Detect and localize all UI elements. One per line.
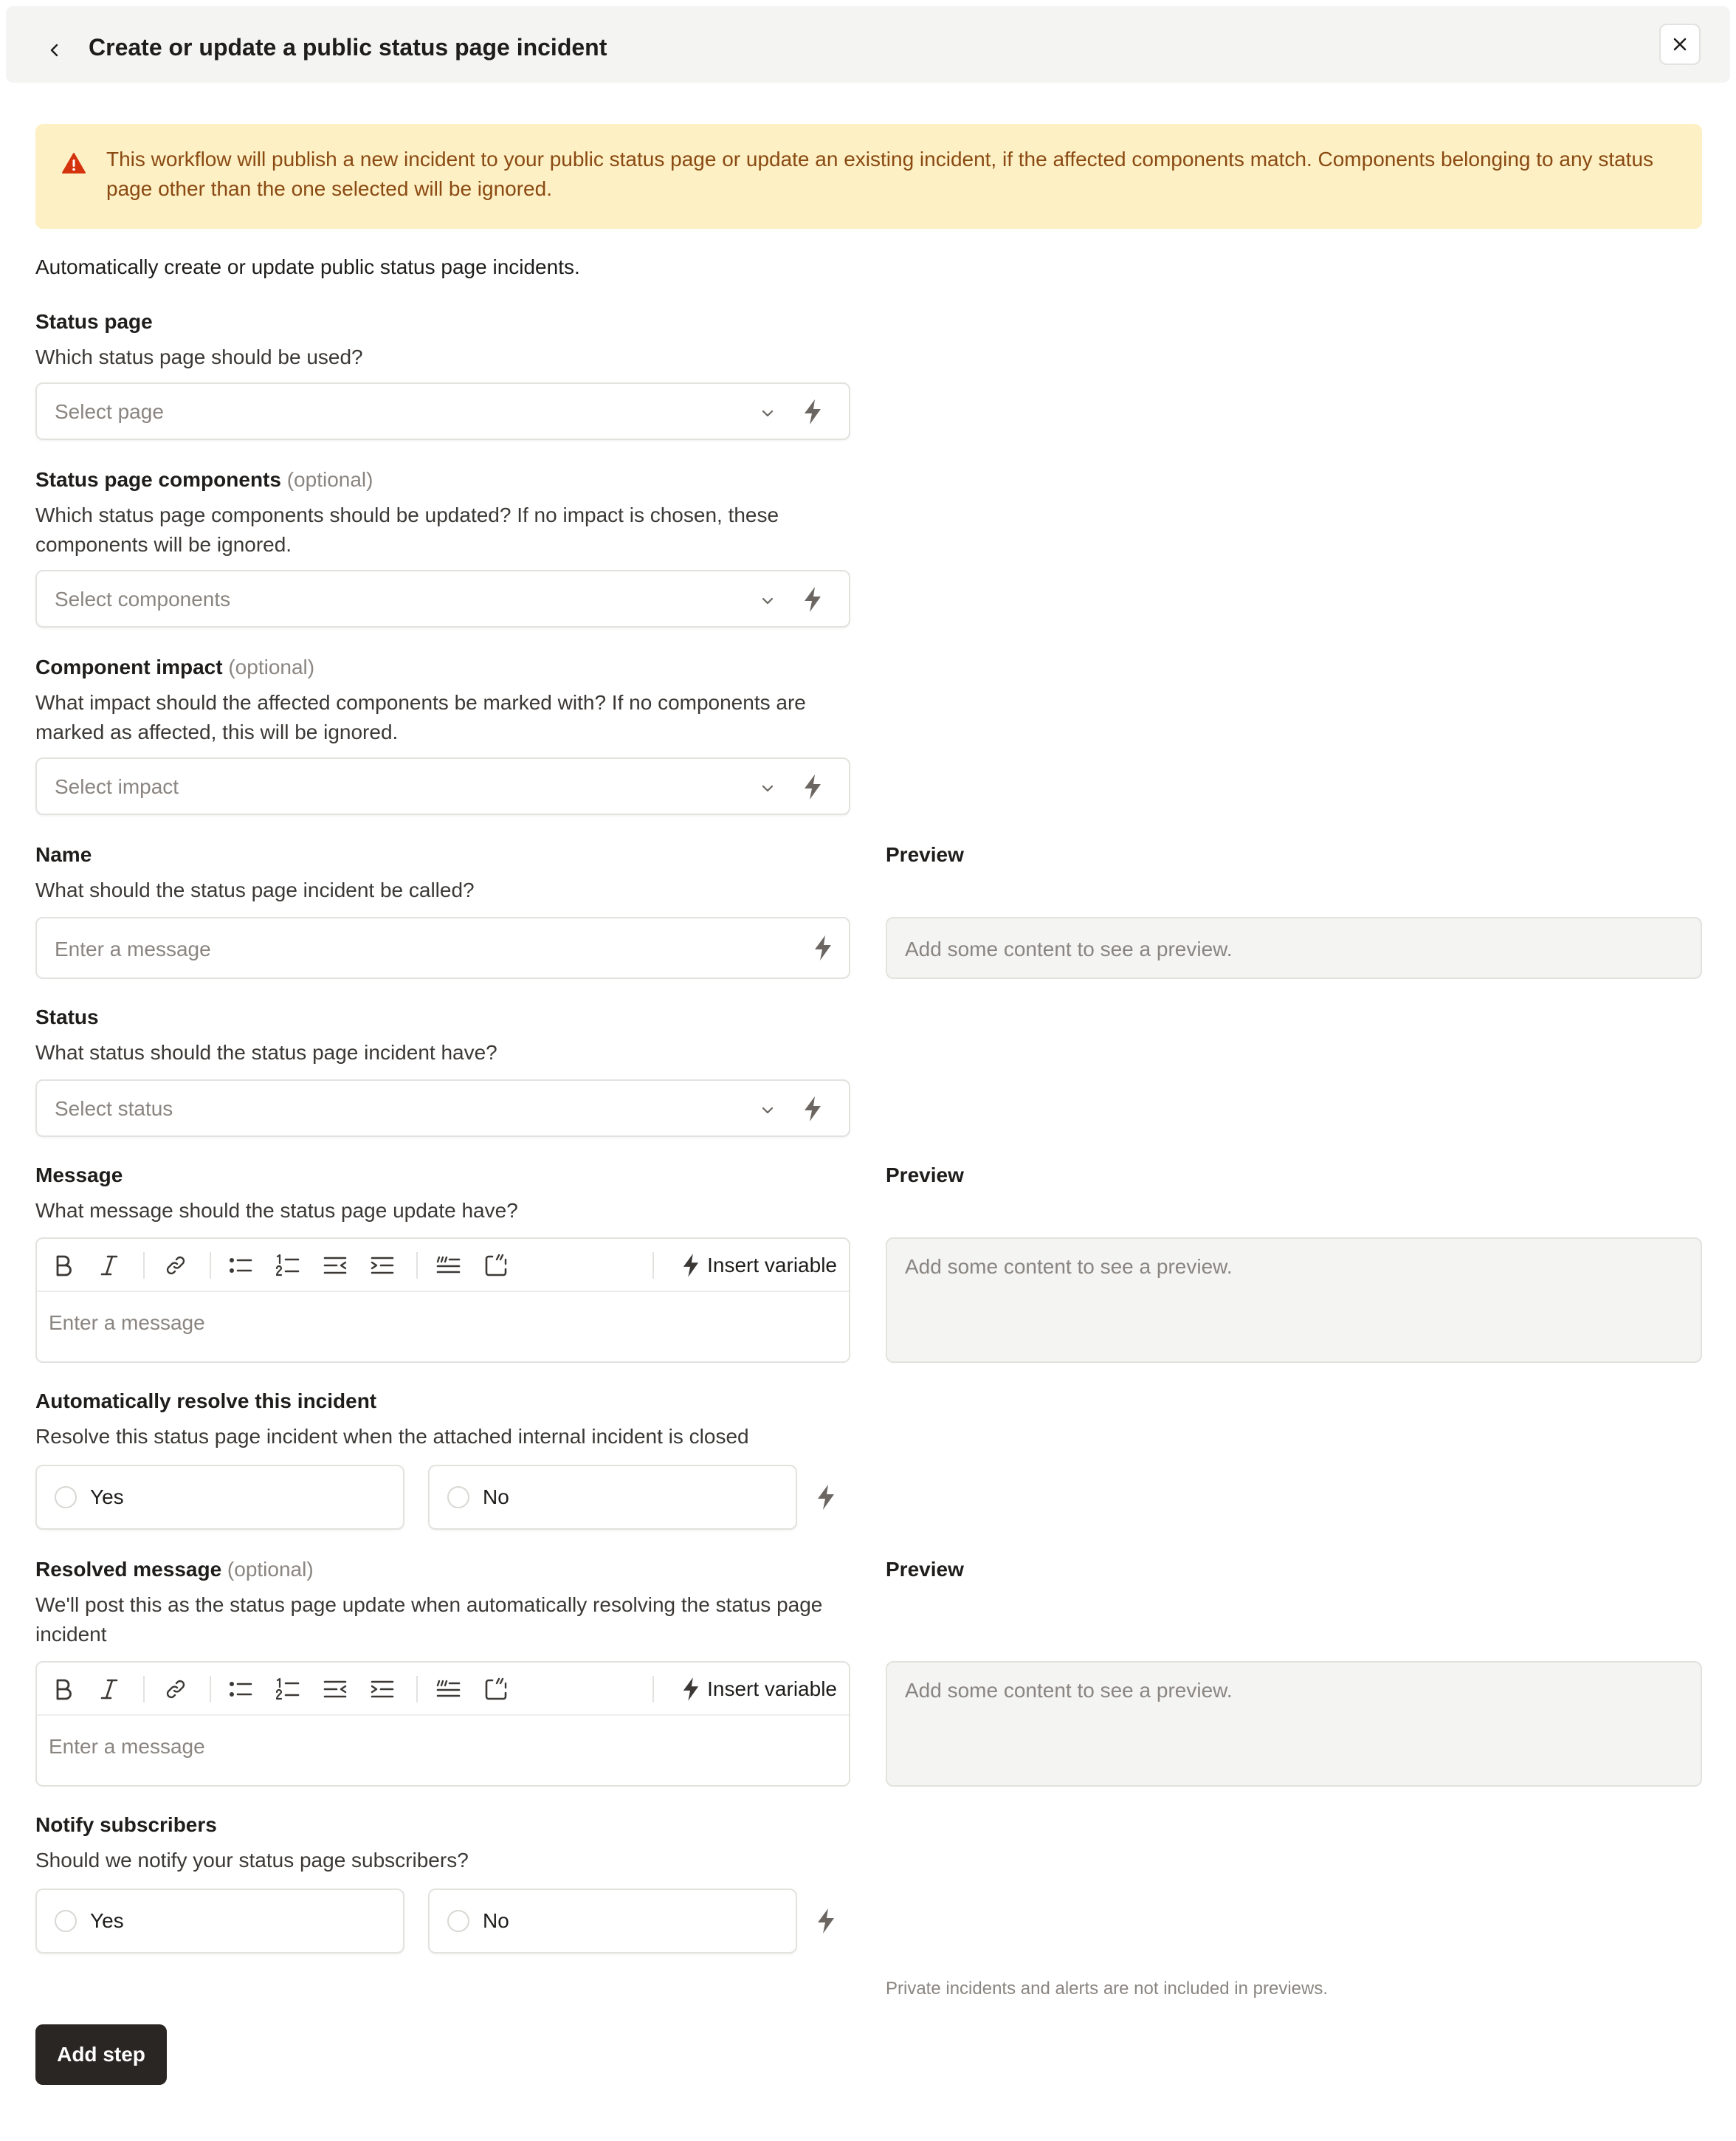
components-select[interactable] [35, 570, 850, 628]
impact-label: Component impact (optional) [35, 656, 315, 678]
numbered-list-button[interactable] [275, 1676, 301, 1702]
resolved-message-description: We'll post this as the status page update when automatically resolving the status page incident [35, 1593, 823, 1646]
auto-resolve-yes-label: Yes [90, 1485, 124, 1508]
editor-toolbar [37, 1239, 849, 1292]
back-button[interactable] [40, 35, 69, 65]
quote-icon [436, 1678, 461, 1700]
resolved-message-editor[interactable] [35, 1661, 850, 1787]
message-preview-label: Preview [886, 1164, 964, 1186]
impact-description: What impact should the affected components be marked with? If no components are marked as affected, this will be ignored. [35, 691, 806, 743]
close-icon [1671, 35, 1689, 53]
radio-circle[interactable] [447, 1486, 469, 1508]
outdent-button[interactable] [322, 1252, 348, 1279]
lightning-icon[interactable] [803, 1096, 822, 1122]
components-placeholder: Select components [55, 588, 231, 611]
numbered-list-button[interactable] [275, 1252, 301, 1279]
indent-button[interactable] [369, 1676, 396, 1702]
chevron-down-icon [759, 1102, 776, 1119]
code-block-button[interactable] [483, 1676, 509, 1702]
close-button[interactable] [1659, 24, 1701, 65]
message-label: Message [35, 1164, 123, 1186]
bullet-list-icon [228, 1678, 253, 1700]
quote-icon [436, 1254, 461, 1276]
insert-variable-button[interactable] [682, 1674, 837, 1704]
radio-circle[interactable] [55, 1910, 77, 1932]
lightning-icon[interactable] [803, 774, 822, 800]
editor-toolbar [37, 1663, 849, 1716]
message-preview [886, 1237, 1702, 1363]
resolved-message-preview-label: Preview [886, 1558, 964, 1581]
status-page-description: Which status page should be used? [35, 346, 363, 368]
resolved-message-placeholder: Enter a message [49, 1735, 205, 1758]
lightning-icon[interactable] [803, 399, 822, 425]
auto-resolve-description: Resolve this status page incident when the attached internal incident is closed [35, 1425, 749, 1448]
status-placeholder: Select status [55, 1097, 173, 1120]
warning-callout [35, 124, 1702, 229]
lightning-icon[interactable] [803, 586, 822, 613]
auto-resolve-no-option[interactable] [428, 1465, 797, 1530]
components-optional: (optional) [286, 468, 373, 491]
notify-label: Notify subscribers [35, 1813, 217, 1836]
message-preview-placeholder: Add some content to see a preview. [905, 1255, 1233, 1278]
resolved-message-label: Resolved message (optional) [35, 1558, 314, 1581]
message-placeholder: Enter a message [49, 1311, 205, 1334]
notify-no-label: No [483, 1909, 509, 1932]
status-description: What status should the status page incident have? [35, 1041, 497, 1064]
italic-icon [99, 1678, 120, 1700]
chevron-left-icon [46, 41, 63, 59]
link-icon [165, 1254, 187, 1276]
insert-variable-label: Insert variable [707, 1254, 837, 1276]
numbered-list-icon [275, 1677, 300, 1701]
lightning-icon[interactable] [813, 935, 833, 961]
warning-icon [62, 152, 86, 174]
bold-button[interactable] [50, 1676, 77, 1702]
resolved-message-preview [886, 1661, 1702, 1787]
name-preview-placeholder: Add some content to see a preview. [905, 938, 1233, 960]
notify-description: Should we notify your status page subscribers? [35, 1849, 469, 1872]
impact-placeholder: Select impact [55, 775, 179, 798]
insert-variable-button[interactable] [682, 1251, 837, 1280]
bullet-list-button[interactable] [227, 1676, 254, 1702]
bullet-list-icon [228, 1254, 253, 1276]
name-description: What should the status page incident be called? [35, 879, 475, 901]
link-icon [165, 1678, 187, 1700]
bold-icon [53, 1678, 74, 1700]
indent-icon [370, 1678, 395, 1700]
lightning-icon [682, 1253, 700, 1278]
status-page-label: Status page [35, 310, 153, 333]
warning-text: This workflow will publish a new incident to your public status page or update an existing incident, if the affected components match. Components belonging to any status page other than the one selected will be ignored. [106, 148, 1654, 200]
quote-button[interactable] [435, 1252, 462, 1279]
bold-button[interactable] [50, 1252, 77, 1279]
outdent-icon [323, 1678, 348, 1700]
code-block-icon [484, 1254, 508, 1277]
lightning-icon [682, 1677, 700, 1702]
quote-button[interactable] [435, 1676, 462, 1702]
status-page-select[interactable] [35, 382, 850, 440]
link-button[interactable] [162, 1252, 189, 1279]
lightning-icon[interactable] [816, 1908, 836, 1934]
status-select[interactable] [35, 1079, 850, 1137]
radio-circle[interactable] [447, 1910, 469, 1932]
italic-button[interactable] [96, 1252, 123, 1279]
name-preview [886, 917, 1702, 979]
auto-resolve-no-label: No [483, 1485, 509, 1508]
impact-optional: (optional) [228, 656, 315, 678]
code-block-button[interactable] [483, 1252, 509, 1279]
notify-yes-option[interactable] [35, 1889, 404, 1953]
chevron-down-icon [759, 592, 776, 610]
name-label: Name [35, 843, 92, 866]
add-step-button[interactable]: Add step [35, 2024, 167, 2085]
name-placeholder: Enter a message [55, 938, 211, 960]
outdent-button[interactable] [322, 1676, 348, 1702]
name-input[interactable] [35, 917, 850, 979]
italic-button[interactable] [96, 1676, 123, 1702]
bullet-list-button[interactable] [227, 1252, 254, 1279]
status-page-placeholder: Select page [55, 400, 164, 423]
resolved-message-preview-placeholder: Add some content to see a preview. [905, 1679, 1233, 1702]
chevron-down-icon [759, 780, 776, 797]
page-title: Create or update a public status page incident [89, 34, 607, 61]
chevron-down-icon [759, 405, 776, 422]
notify-yes-label: Yes [90, 1909, 124, 1932]
radio-circle[interactable] [55, 1486, 77, 1508]
impact-select[interactable] [35, 757, 850, 815]
message-description: What message should the status page update have? [35, 1199, 518, 1222]
components-description: Which status page components should be updated? If no impact is chosen, these components will be ignored. [35, 504, 779, 556]
auto-resolve-label: Automatically resolve this incident [35, 1389, 377, 1412]
italic-icon [99, 1254, 120, 1276]
insert-variable-label: Insert variable [707, 1677, 837, 1700]
numbered-list-icon [275, 1254, 300, 1277]
bold-icon [53, 1254, 74, 1276]
auto-resolve-yes-option[interactable] [35, 1465, 404, 1530]
status-label: Status [35, 1006, 99, 1028]
name-preview-label: Preview [886, 843, 964, 866]
link-button[interactable] [162, 1676, 189, 1702]
outdent-icon [323, 1254, 348, 1276]
code-block-icon [484, 1677, 508, 1701]
indent-icon [370, 1254, 395, 1276]
components-label: Status page components (optional) [35, 468, 373, 491]
lightning-icon[interactable] [816, 1484, 836, 1511]
modal-header [6, 6, 1730, 83]
resolved-message-optional: (optional) [227, 1558, 314, 1581]
message-editor[interactable] [35, 1237, 850, 1363]
notify-no-option[interactable] [428, 1889, 797, 1953]
preview-footnote: Private incidents and alerts are not included in previews. [886, 1979, 1328, 1999]
indent-button[interactable] [369, 1252, 396, 1279]
intro-text: Automatically create or update public status page incidents. [35, 255, 580, 278]
